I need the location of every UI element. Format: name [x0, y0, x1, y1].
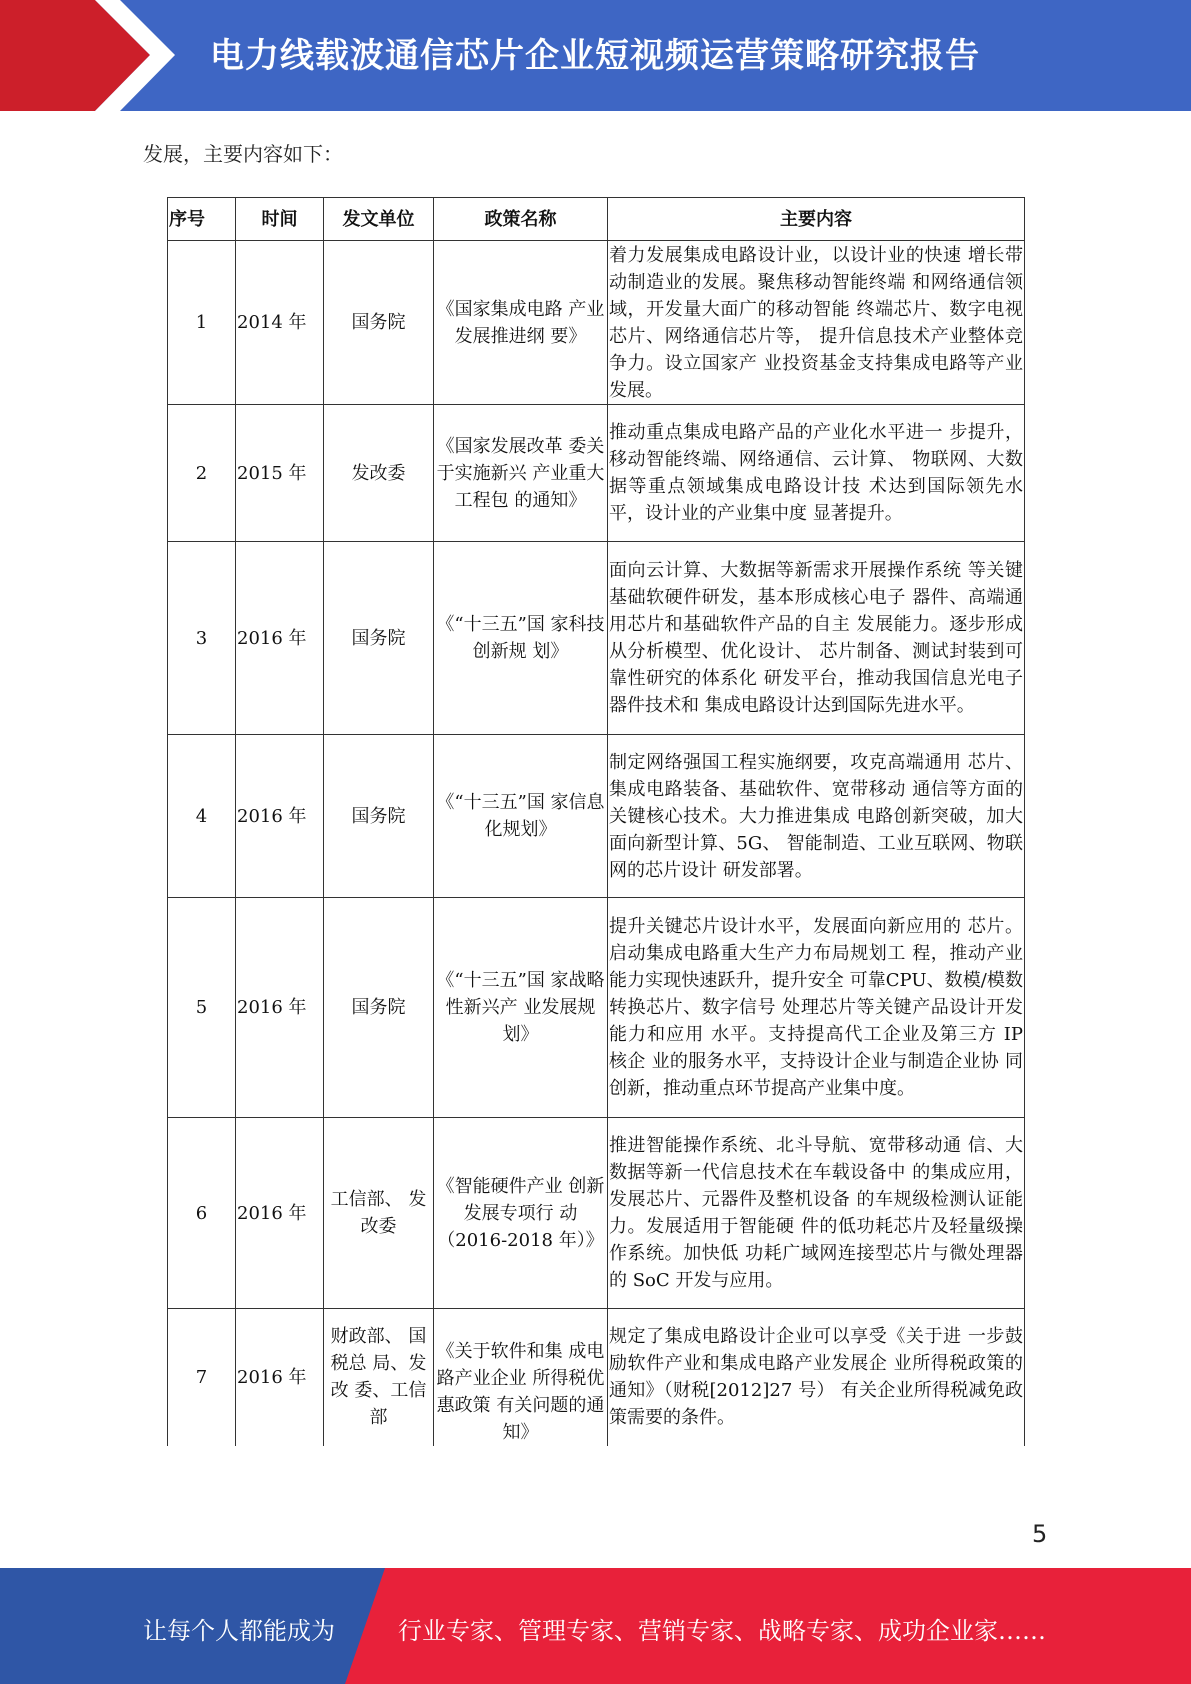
row-issuer: 财政部、 国税总 局、发改 委、工信 部: [324, 1309, 434, 1446]
row-policy-name: 《“十三五”国 家战略性新兴产 业发展规划》: [434, 898, 608, 1118]
row-number: 5: [168, 898, 236, 1118]
row-issuer: 发改委: [324, 405, 434, 542]
table-row: [168, 735, 1025, 898]
table-row: [168, 405, 1025, 542]
table-row: [168, 1118, 1025, 1309]
row-content: 规定了集成电路设计企业可以享受《关于进 一步鼓励软件产业和集成电路产业发展企 业所得税政策的通知》（财税[2012]27 号） 有关企业所得税减免政策需要的条件。: [608, 1309, 1025, 1446]
row-issuer: 国务院: [324, 898, 434, 1118]
row-policy-name: 《国家发展改革 委关于实施新兴 产业重大工程包 的通知》: [434, 405, 608, 542]
row-number: 4: [168, 735, 236, 898]
row-number: 6: [168, 1118, 236, 1309]
row-policy-name: 《“十三五”国 家科技创新规 划》: [434, 542, 608, 735]
row-issuer: 国务院: [324, 735, 434, 898]
table-row: [168, 241, 1025, 405]
table-row: [168, 542, 1025, 735]
page-footer: [0, 1568, 1191, 1684]
row-content: 提升关键芯片设计水平，发展面向新应用的 芯片。启动集成电路重大生产力布局规划工 程，推动产业能力实现快速跃升，提升安全 可靠CPU、数模/模数转换芯片、数字信号 处理芯片等关键产品设计开发能力和应用 水平。支持提高代工企业及第三方 IP 核企 业的服务水平，支持设计企业与制造企业协 同创新，推动重点环节提高产业集中度。: [608, 898, 1025, 1118]
policy-table: [167, 197, 1025, 1446]
row-content: 推进智能操作系统、北斗导航、宽带移动通 信、大数据等新一代信息技术在车载设备中 的集成应用，发展芯片、元器件及整机设备 的车规级检测认证能力。发展适用于智能硬 件的低功耗芯片及轻量级操作系统。加快低 功耗广域网连接型芯片与微处理器的 SoC 开发与应用。: [608, 1118, 1025, 1309]
report-title: 电力线载波通信芯片企业短视频运营策略研究报告: [210, 36, 980, 76]
row-year: 2016 年: [236, 1118, 324, 1309]
row-policy-name: 《智能硬件产业 创新发展专项行 动（2016-2018 年）》: [434, 1118, 608, 1309]
row-number: 7: [168, 1309, 236, 1446]
row-content: 着力发展集成电路设计业，以设计业的快速 增长带动制造业的发展。聚焦移动智能终端 和网络通信领域，开发量大面广的移动智能 终端芯片、数字电视芯片、网络通信芯片等， 提升信息技术产业整体竞争力。设立国家产 业投资基金支持集成电路等产业发展。: [608, 241, 1025, 405]
intro-text: 发展，主要内容如下：: [143, 142, 343, 166]
page-header: [0, 0, 1191, 111]
row-year: 2016 年: [236, 735, 324, 898]
row-content: 面向云计算、大数据等新需求开展操作系统 等关键基础软硬件研发，基本形成核心电子 器件、高端通用芯片和基础软件产品的自主 发展能力。逐步形成从分析模型、优化设计、 芯片制备、测试封装到可靠性研究的体系化 研发平台，推动我国信息光电子器件技术和 集成电路设计达到国际先进水平。: [608, 542, 1025, 735]
page-number: 5: [1032, 1520, 1048, 1548]
row-issuer: 国务院: [324, 241, 434, 405]
row-issuer: 国务院: [324, 542, 434, 735]
row-policy-name: 《国家集成电路 产业发展推进纲 要》: [434, 241, 608, 405]
row-year: 2016 年: [236, 542, 324, 735]
row-number: 2: [168, 405, 236, 542]
column-header: 主要内容: [608, 198, 1025, 241]
row-number: 1: [168, 241, 236, 405]
column-header: 政策名称: [434, 198, 608, 241]
row-number: 3: [168, 542, 236, 735]
column-header: 序号: [168, 198, 236, 241]
row-year: 2015 年: [236, 405, 324, 542]
table-header-row: [168, 198, 1025, 241]
row-year: 2014 年: [236, 241, 324, 405]
table-row: [168, 898, 1025, 1118]
row-issuer: 工信部、 发改委: [324, 1118, 434, 1309]
row-year: 2016 年: [236, 898, 324, 1118]
footer-slogan-right: 行业专家、管理专家、营销专家、战略专家、成功企业家……: [398, 1617, 1046, 1645]
footer-slogan-left: 让每个人都能成为: [143, 1617, 335, 1645]
row-policy-name: 《关于软件和集 成电路产业企业 所得税优惠政策 有关问题的通 知》: [434, 1309, 608, 1446]
column-header: 发文单位: [324, 198, 434, 241]
row-policy-name: 《“十三五”国 家信息化规划》: [434, 735, 608, 898]
row-year: 2016 年: [236, 1309, 324, 1446]
row-content: 制定网络强国工程实施纲要，攻克高端通用 芯片、集成电路装备、基础软件、宽带移动 通信等方面的关键核心技术。大力推进集成 电路创新突破，加大面向新型计算、5G、 智能制造、工业互联网、物联网的芯片设计 研发部署。: [608, 735, 1025, 898]
row-content: 推动重点集成电路产品的产业化水平进一 步提升，移动智能终端、网络通信、云计算、 物联网、大数据等重点领域集成电路设计技 术达到国际领先水平，设计业的产业集中度 显著提升。: [608, 405, 1025, 542]
column-header: 时间: [236, 198, 324, 241]
table-row: [168, 1309, 1025, 1446]
